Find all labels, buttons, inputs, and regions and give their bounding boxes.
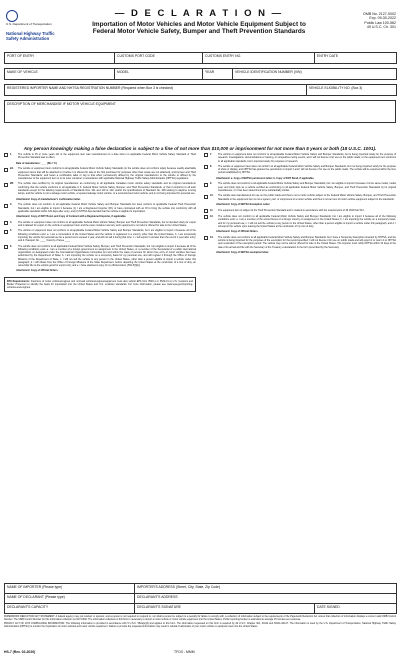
checkbox[interactable] bbox=[204, 215, 208, 219]
box-text: The vehicle is 25 or more years old or the equipment item was manufactured on a date when no applicable Federal Motor Vehicle Safety Standard or Theft Prevention Standard was in effect. bbox=[18, 153, 196, 160]
box-number: 2B. bbox=[10, 182, 14, 186]
customs-port-code-field[interactable]: CUSTOMS PORT CODE bbox=[115, 53, 203, 64]
box-2b bbox=[4, 182, 196, 195]
box-number: 5. bbox=[10, 229, 13, 233]
box-text: The vehicle or equipment item does not conform to all applicable Federal Motor Vehicle Safety and Bumper Standards, but it is being imported solely for the purpose of show or display, and NHTSA has granted me permission to import it and I will not license it for use on the public roads. The vehicle will be exported within the time period established by NHTSA. bbox=[218, 164, 396, 175]
form-code: HS-7 (Rev. 02-2020) bbox=[4, 650, 36, 654]
declaration-form bbox=[4, 6, 396, 656]
epa-requirements-note bbox=[4, 277, 196, 293]
checkbox[interactable] bbox=[4, 168, 8, 172]
declarant-name-row bbox=[5, 594, 397, 604]
box-number: 2A. bbox=[10, 167, 14, 171]
box-2b-attachment: Attachment: Copy of manufacturer's confirmation letter. bbox=[16, 197, 81, 201]
checkbox[interactable] bbox=[4, 204, 8, 208]
importer-name-field[interactable]: NAME OF IMPORTER (Please type) bbox=[5, 584, 135, 594]
vin-field[interactable]: VEHICLE IDENTIFICATION NUMBER (VIN) bbox=[233, 69, 397, 80]
privacy-act-statement: PRIVACY ACT OF 1974 COMPLIANCE INFORMATION: The following information is provided in accordance with 5 U.S.C. 552a(e)(3) and applies to this form. The information requested on this form is required by 49 U.S.C. Chapter 301, 30112 and 30141-30147. The information is used by the U.S. Department of Transportation, National Highway Traffic Safety Administration (NHTSA) to monitor the importation of motor vehicles and motor vehicle equipment. Failure to provide the requested information may result in refusal of admission of your motor vehicle or equipment item into the United States. bbox=[4, 622, 396, 629]
omb-number: OMB No. 2127-0002 bbox=[363, 12, 396, 16]
declarant-name-field[interactable]: NAME OF DECLARANT (Please type) bbox=[5, 594, 135, 604]
box-number: 3. bbox=[10, 203, 13, 207]
box-7 bbox=[204, 153, 396, 163]
box-number: 10. bbox=[210, 194, 214, 198]
right-column bbox=[204, 153, 396, 257]
page-subtitle bbox=[66, 21, 332, 36]
box-13-attachment: Attachment: Copy of NHTSA exemption letter. bbox=[216, 250, 269, 254]
merchandise-table bbox=[4, 100, 396, 123]
entry-date-field[interactable]: ENTRY DATE bbox=[315, 53, 397, 64]
box-text: The vehicle was manufactured for use on the public roads and thus is not a motor vehicle subject to the Federal Motor Vehicle Safety, Bumper, and Theft Prevention Standards or the equipment item is not a system, part, or component of a motor vehicle and thus is not an item of motor vehicle equipment subject to the standards. bbox=[218, 194, 396, 201]
box-text: The vehicle does not conform to all applicable Federal Motor Vehicle Safety, Bumper, and Theft Prevention Standards, but I am eligible to import it because all of the following conditions exist: a. I am a member of a foreign government on assignment in the United States, or a member of the Secretariat of a public international organization so designated under the International Organizations Immunities Act and within the class of persons for whom free entry of motor vehicles has been authorized by the Department of State; b. I am importing the vehicle on a temporary basis for my personal use, and will register it through the Office of Foreign Missions of the Department of State; c. I will not sell the vehicle to any person in the United States, other than a person eligible to import a vehicle under this paragraph; d. I will obtain from the Office of Foreign Missions of the State Department, before departing the United States at the conclusion of a tour of duty, an ownership title to the vehicle good for export only; and e. I have attached a copy of my official orders. [591.5(f)(1)] bbox=[18, 244, 196, 268]
omb-chapter: 49 U.S.C. Ch. 301 bbox=[366, 25, 396, 30]
box-10-attachment: Attachment: Copy of NHTSA Exemption Letter. bbox=[216, 202, 271, 206]
checkbox[interactable] bbox=[204, 236, 208, 240]
box-number: 1. bbox=[10, 153, 13, 156]
subtitle-line-2: Federal Motor Vehicle Safety, Bumper and Theft Prevention Standards bbox=[92, 28, 306, 36]
false-declaration-warning: Any person knowingly making a false declaration is subject to a fine of not more than $10,000 or imprisonment for not more than 5 years or both (18 U.S.C. 1001). bbox=[23, 146, 377, 151]
left-column bbox=[4, 153, 196, 292]
box-number: 7. bbox=[210, 153, 213, 156]
omb-info bbox=[334, 12, 396, 30]
box-text: The vehicle or equipment does not conform to all applicable Federal Motor Vehicle Safety and Bumper Standards, but is being imported solely for the purpose of research, investigations, demonstrations or training, or competitive racing events, and I will not license it for use on the public roads; or the equipment item conforms to all applicable standards, but is imported solely for purposes of research. bbox=[218, 153, 396, 163]
box-text: The vehicle was certified by its original manufacturer as conforming to all applicable Canadian motor vehicle safety standards and its original manufacturer confirming that the vehicle conforms to all applicable U.S. Federal Motor Vehicle Safety, Bumper, and Theft Prevention Standards, or that it conforms to all such standards except for the labeling requirements of Standards Nos. 101 and 110 or 120, and/or the specifications of Standard No. 108 relating to daytime running lamps, and the vehicle is not a salvage motor vehicle, a repaired salvage motor vehicle, or a reconstructed motor vehicle, and is not being imported for personal use. bbox=[18, 182, 196, 196]
box-5 bbox=[4, 229, 196, 242]
dot-logo bbox=[6, 10, 62, 50]
page-title: — D E C L A R A T I O N — bbox=[114, 8, 284, 19]
paperwork-reduction-statement: PAPERWORK REDUCTION ACT STATEMENT: A federal agency may not conduct or sponsor, and a person is not required to respond to, nor shall a person be subject to a penalty for failure to comply with, a collection of information subject to the requirements of the Paperwork Reduction Act unless that collection of information displays a current valid OMB Control Number. The OMB Control Number for this information collection is 2127-0002. The information collected on this form is necessary to import a motor vehicle or motor vehicle equipment into the United States. Public reporting burden is estimated to average 15 minutes per response. bbox=[4, 615, 396, 622]
box-number: 13. bbox=[210, 235, 214, 239]
box-10 bbox=[204, 194, 396, 201]
epa-text: Importers of motor vehicles/engines and nonroad vehicles/engines/equipment must also submit EPA form 3520-1 or 3520-21 to U.S. Customs and Border Protection to identify the basis for importation into the United States and U.S. emission standards. For more information, please see www.epa.gov/importing-vehicles-and-engines. bbox=[7, 279, 193, 290]
box-12-attachment: Attachment: Copy of Official Orders. bbox=[216, 230, 259, 234]
vehicle-eligibility-field[interactable]: VEHICLE ELIGIBILITY NO. (Box 3) bbox=[307, 85, 397, 96]
box-6-attachment: Attachment: Copy of Official Orders. bbox=[16, 269, 59, 273]
vehicle-row bbox=[5, 69, 397, 80]
box-text: The vehicle or equipment item conforms to all applicable Federal Motor Vehicle Safety Standards (or the vehicle does not conform solely because readily attachable equipment items that will be attached to it before it is offered for sale to the first purchaser for purposes other than resale are not attached), and bumper and Theft Prevention Standards, and bears a certification label or tag to that effect permanently affixed by the original manufacturer to the vehicle or affixed by the manufacturer to the equipment item or to its outer container in accordance with applicable National Highway Traffic Safety Administration (NHTSA) regulations. bbox=[18, 167, 196, 181]
entry-row bbox=[5, 53, 397, 64]
dot-seal-icon bbox=[6, 10, 18, 22]
box-text: The vehicle does not conform to all applicable Federal Motor Vehicle Safety and Bumper Standards, but I am eligible to import it because it is the same model, model year, and body style as a vehicle certified as conforming to all applicable Federal Motor Vehicle Safety, Bumper, and Theft Prevention Standards by its original manufacturer, or it has been determined to be substantially similar. bbox=[218, 182, 396, 192]
box-3 bbox=[4, 203, 196, 213]
box-1 bbox=[4, 153, 196, 160]
port-of-entry-field[interactable]: PORT OF ENTRY bbox=[5, 53, 115, 64]
checkbox[interactable] bbox=[204, 153, 208, 157]
checkbox[interactable] bbox=[4, 221, 8, 225]
importer-info-table bbox=[4, 84, 397, 96]
entry-info-table bbox=[4, 52, 397, 64]
box-text: The vehicle does not conform to all applicable Federal Motor Vehicle Safety and Bumper Standards, but I am eligible to import it because all of the following conditions exist: a. I am a member of the armed forces of a foreign country on assignment in the United States; b. I am importing the vehicle on a temporary basis, and for my personal use; c. I will not sell the vehicle to any person in the United States, other than a person eligible to import a vehicle under this paragraph; and d. I will export the vehicle upon leaving the United States at the conclusion of my tour of duty. bbox=[218, 215, 396, 228]
box-13 bbox=[204, 236, 396, 249]
box-8-attachment: Attachment: a. Copy of NHTSA permission letter; b. Copy of DOT Bond, if applicable. bbox=[216, 176, 315, 180]
year-field[interactable]: YEAR bbox=[203, 69, 233, 80]
box-8 bbox=[204, 165, 396, 175]
omb-law: Public Law 100-562 bbox=[364, 20, 396, 25]
declarant-signature-row bbox=[5, 604, 397, 614]
agency-sub: National Highway Traffic Safety Administration bbox=[6, 31, 55, 41]
box-number: 11. bbox=[210, 208, 214, 212]
make-of-vehicle-field[interactable]: MAKE OF VEHICLE bbox=[5, 69, 115, 80]
fine-print bbox=[4, 615, 396, 630]
box-text: The equipment item is subject to the Theft Prevention Standard and is marked in accordance with the requirements of 49 CFR Part 541. bbox=[218, 208, 365, 212]
checkbox[interactable] bbox=[204, 209, 208, 213]
declarant-signature-field[interactable]: DECLARANT'S SIGNATURE bbox=[135, 604, 315, 614]
box-number: 12. bbox=[210, 215, 214, 219]
box-text: The vehicle or equipment does not conform to all applicable Federal Motor Vehicle Safety, Bumper and Theft Prevention Standards, but is intended solely for export and is labeled for export on the vehicle or equipment item and the outer container and any such equipment is not sold or offered for sale in the United States. bbox=[18, 220, 196, 228]
registered-importer-field[interactable]: REGISTERED IMPORTER NAME AND NHTSA REGISTRATION NUMBER (Required when Box 3 is checked) bbox=[5, 85, 307, 96]
merchandise-description-field[interactable]: DESCRIPTION OF MERCHANDISE IF MOTOR VEHICLE EQUIPMENT bbox=[5, 101, 396, 123]
model-field[interactable]: MODEL bbox=[115, 69, 203, 80]
box-number: 6. bbox=[10, 244, 13, 248]
date-signed-field[interactable]: DATE SIGNED bbox=[315, 604, 397, 614]
form-header bbox=[4, 6, 396, 50]
declarant-address-field[interactable]: DECLARANT'S ADDRESS bbox=[135, 594, 397, 604]
box-3-attachment: Attachment: Copy of DOT Bond, and Copy of Contract with a Registered Importer, if applicable. bbox=[16, 215, 127, 219]
omb-expiry: Exp. 09-30-2022 bbox=[369, 16, 396, 21]
declarant-table bbox=[4, 583, 397, 614]
box-4 bbox=[4, 221, 196, 228]
importer-address-field[interactable]: IMPORTER'S ADDRESS (Street, City, State, Zip Code) bbox=[135, 584, 397, 594]
box-6 bbox=[4, 245, 196, 268]
box-number: 9. bbox=[210, 182, 213, 186]
box-text: The vehicle does not conform to all applicable Federal Motor Vehicle Safety and Bumper Standards, but I have a Temporary Exemption Granted by NHTSA, and the vehicle is being imported for the purposes of the exemption for the period specified; I will not license it for use on public roads and will export it or return it to NHTSA upon expiration of the exemption period. The vehicle may not be sold or offered for sale in the United States. The importer must notify NHTSA within 10 days of the date of its arrival and file with the Secretary of the Treasury a declaration in the form prescribed by the Secretary. bbox=[218, 235, 396, 249]
box-12 bbox=[204, 215, 396, 228]
customs-entry-no-field[interactable]: CUSTOMS ENTRY NO. bbox=[203, 53, 315, 64]
epa-lead: EPA Requirements: bbox=[7, 279, 30, 283]
box-text: The vehicle or equipment does not conform to all applicable Federal Motor Vehicle Safety and Bumper Standards, but I am eligible to import it because all of the following conditions exist: a. I am a nonresident of the United States and the vehicle is registered in a country other than the United States; b. I am temporarily importing the vehicle for personal use for a period not to exceed 1 year, and will not sell it during that time; c. I will export it not later than the end of 1 year after entry; and d. Passport No. ____ Country of Issue ____ bbox=[18, 229, 196, 243]
vehicle-info-table bbox=[4, 68, 397, 80]
subtitle-line-1: Importation of Motor Vehicles and Motor Vehicle Equipment Subject to bbox=[92, 21, 306, 28]
box-9 bbox=[204, 182, 396, 192]
footer-mid: TFOX - MMM bbox=[174, 650, 195, 654]
box-text: The vehicle does not conform to all applicable Federal Motor Vehicle Safety and Bumper Standards but does conform to applicable Federal Theft Prevention Standards, but I am eligible to import it because (1) I am a Registered Importer (RI), or have contracted with an RI to bring the vehicle into conformity with all applicable standards within 120 days after entry, and (2) NHTSA has decided that the vehicle is eligible for importation. bbox=[18, 203, 196, 213]
box-number: 4. bbox=[10, 220, 13, 224]
checkbox[interactable] bbox=[204, 195, 208, 199]
checkbox[interactable] bbox=[204, 183, 208, 187]
checkbox[interactable] bbox=[204, 165, 208, 169]
box-number: 8. bbox=[210, 164, 213, 168]
box-2a bbox=[4, 167, 196, 180]
checkbox[interactable] bbox=[4, 245, 8, 249]
importer-row bbox=[5, 85, 397, 96]
importer-name-row bbox=[5, 584, 397, 594]
checkbox[interactable] bbox=[4, 230, 8, 234]
declarant-capacity-field[interactable]: DECLARANT'S CAPACITY bbox=[5, 604, 135, 614]
merchandise-row bbox=[5, 101, 396, 123]
box-11 bbox=[204, 209, 396, 213]
box-1-attachment: Date of manufacture: ____ (Mo / Yr) bbox=[16, 161, 57, 165]
checkbox[interactable] bbox=[4, 153, 8, 157]
agency-line: U.S. Department of Transportation bbox=[6, 22, 52, 26]
checkbox[interactable] bbox=[4, 183, 8, 187]
